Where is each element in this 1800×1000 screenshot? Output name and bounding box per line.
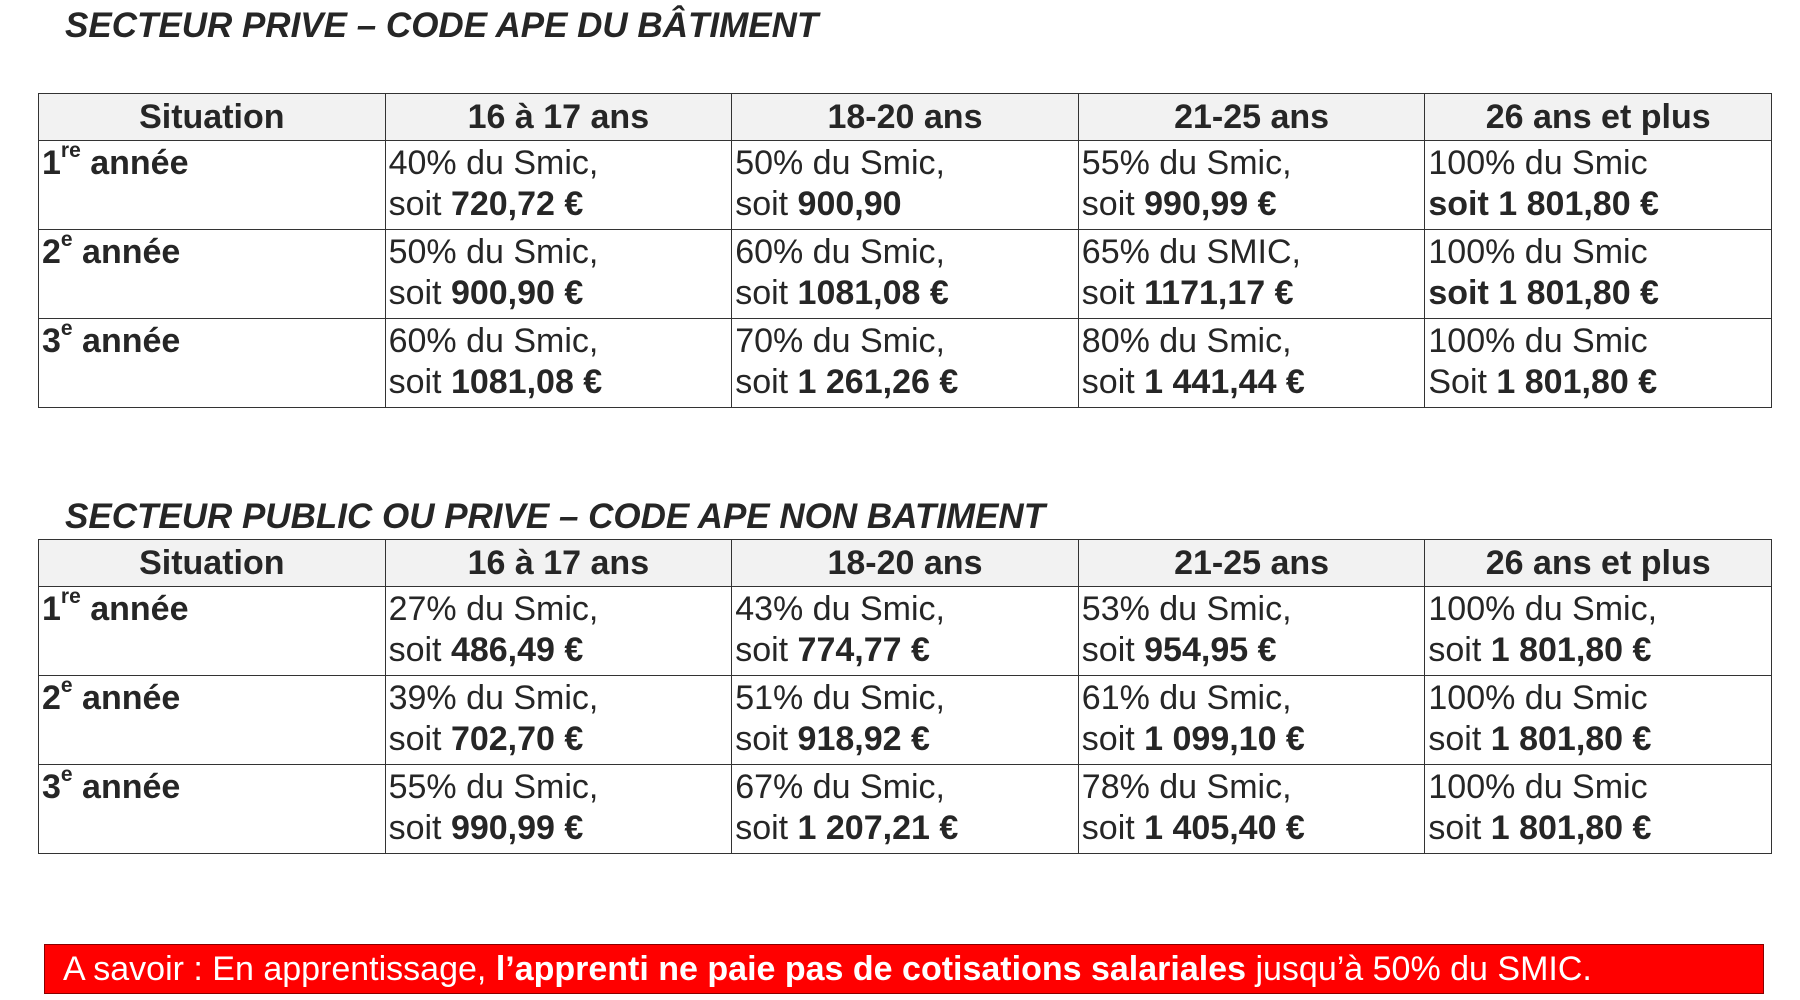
row-label-year-3: 3e année (39, 765, 386, 854)
table-cell: 67% du Smic, soit 1 207,21 € (732, 765, 1079, 854)
table-header-row (39, 540, 1772, 587)
notice-lead: A savoir : En apprentissage, (63, 950, 496, 988)
table-row (39, 230, 1772, 319)
salary-table-non-batiment (38, 539, 1772, 854)
table-cell: 39% du Smic, soit 702,70 € (385, 676, 732, 765)
section-title-non-batiment: SECTEUR PUBLIC OU PRIVE – CODE APE NON BATIMENT (65, 497, 1046, 536)
notice-emphasis: l’apprenti ne paie pas de cotisations salariales (495, 950, 1246, 988)
header-age-26-plus: 26 ans et plus (1425, 94, 1772, 141)
row-label-year-3: 3e année (39, 319, 386, 408)
table-cell: 40% du Smic, soit 720,72 € (385, 141, 732, 230)
header-age-21-25: 21-25 ans (1078, 94, 1425, 141)
table-cell: 51% du Smic, soit 918,92 € (732, 676, 1079, 765)
salary-table-batiment (38, 93, 1772, 408)
header-situation: Situation (39, 540, 386, 587)
table-header-row (39, 94, 1772, 141)
table-row (39, 765, 1772, 854)
table-row (39, 141, 1772, 230)
header-age-16-17: 16 à 17 ans (385, 94, 732, 141)
header-age-21-25: 21-25 ans (1078, 540, 1425, 587)
table-row (39, 676, 1772, 765)
table-cell: 60% du Smic, soit 1081,08 € (385, 319, 732, 408)
table-cell: 100% du Smic soit 1 801,80 € (1425, 141, 1772, 230)
header-age-18-20: 18-20 ans (732, 540, 1079, 587)
table-cell: 53% du Smic, soit 954,95 € (1078, 587, 1425, 676)
row-label-year-1: 1re année (39, 587, 386, 676)
header-age-26-plus: 26 ans et plus (1425, 540, 1772, 587)
table-cell: 100% du Smic Soit 1 801,80 € (1425, 319, 1772, 408)
row-label-year-1: 1re année (39, 141, 386, 230)
table-cell: 78% du Smic, soit 1 405,40 € (1078, 765, 1425, 854)
header-age-16-17: 16 à 17 ans (385, 540, 732, 587)
table-cell: 27% du Smic, soit 486,49 € (385, 587, 732, 676)
header-age-18-20: 18-20 ans (732, 94, 1079, 141)
table-cell: 80% du Smic, soit 1 441,44 € (1078, 319, 1425, 408)
notice-banner (44, 944, 1764, 994)
table-cell: 55% du Smic, soit 990,99 € (385, 765, 732, 854)
table-cell: 100% du Smic soit 1 801,80 € (1425, 230, 1772, 319)
table-cell: 60% du Smic, soit 1081,08 € (732, 230, 1079, 319)
table-cell: 61% du Smic, soit 1 099,10 € (1078, 676, 1425, 765)
row-label-year-2: 2e année (39, 230, 386, 319)
table-cell: 50% du Smic, soit 900,90 (732, 141, 1079, 230)
notice-tail: jusqu’à 50% du SMIC. (1246, 950, 1592, 988)
table-cell: 50% du Smic, soit 900,90 € (385, 230, 732, 319)
table-cell: 65% du SMIC, soit 1171,17 € (1078, 230, 1425, 319)
header-situation: Situation (39, 94, 386, 141)
row-label-year-2: 2e année (39, 676, 386, 765)
table-row (39, 319, 1772, 408)
table-cell: 55% du Smic, soit 990,99 € (1078, 141, 1425, 230)
table-cell: 100% du Smic soit 1 801,80 € (1425, 676, 1772, 765)
table-cell: 100% du Smic soit 1 801,80 € (1425, 765, 1772, 854)
section-title-batiment: SECTEUR PRIVE – CODE APE DU BÂTIMENT (65, 6, 819, 45)
table-cell: 43% du Smic, soit 774,77 € (732, 587, 1079, 676)
table-row (39, 587, 1772, 676)
table-cell: 70% du Smic, soit 1 261,26 € (732, 319, 1079, 408)
table-cell: 100% du Smic, soit 1 801,80 € (1425, 587, 1772, 676)
